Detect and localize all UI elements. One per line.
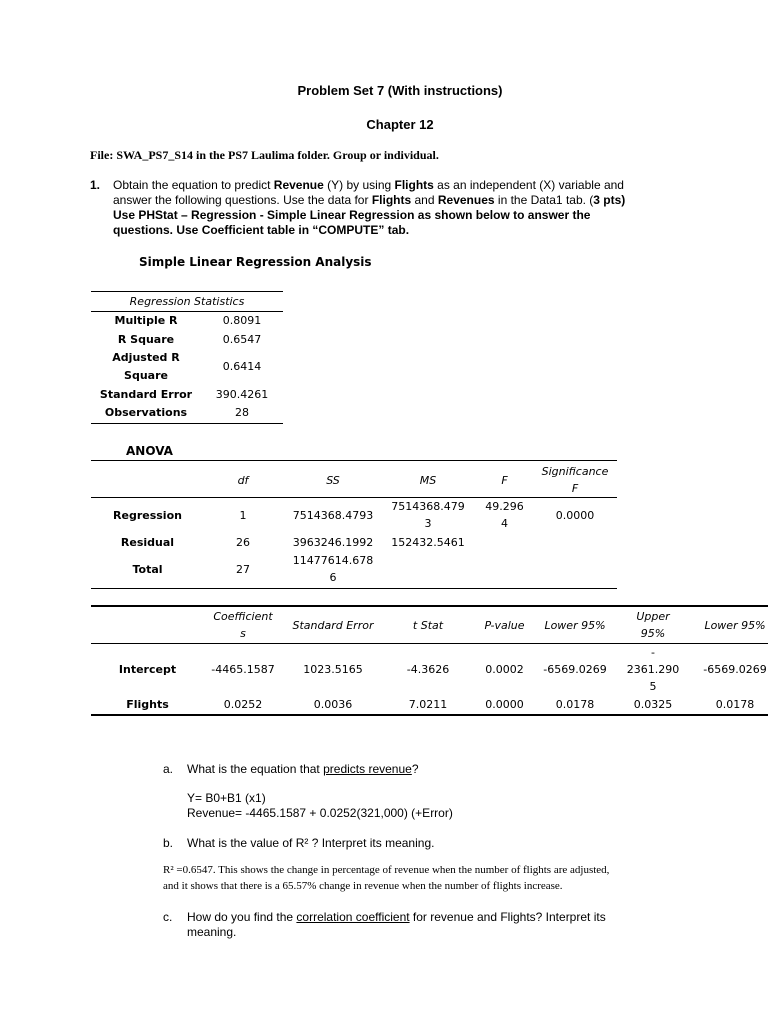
anova-header-f: F — [501, 474, 508, 487]
stats-value: 28 — [235, 406, 249, 419]
part-c-question: How do you find the correlation coefficient for revenue and Flights? Interpret its — [187, 910, 606, 924]
stats-label: Adjusted R — [112, 351, 180, 364]
part-a-letter: a. — [163, 762, 174, 776]
stats-value: 390.4261 — [215, 388, 269, 401]
question-1-line-4: questions. Use Coefficient table in “COMPUTE” tab. — [113, 223, 410, 237]
coef-cell: 0.0000 — [485, 698, 524, 711]
part-a-answer-line-1: Y= B0+B1 (x1) — [187, 791, 266, 805]
coef-header-coefficients: Coefficient — [213, 610, 273, 623]
anova-cell: 7514368.4793 — [292, 509, 374, 522]
coef-cell: 0.0036 — [313, 698, 353, 711]
document-title: Problem Set 7 (With instructions) — [297, 83, 503, 98]
coef-header-standard-error: Standard Error — [292, 619, 374, 632]
anova-cell: 11477614.678 — [292, 554, 374, 567]
coef-header-upper-95: 95% — [640, 627, 666, 640]
part-a-question: What is the equation that predicts revenue? — [187, 762, 419, 776]
stats-label: R Square — [117, 333, 175, 346]
part-c-question-line-2: meaning. — [187, 925, 237, 939]
anova-cell: 6 — [329, 571, 337, 584]
coef-cell: -4465.1587 — [211, 663, 275, 676]
anova-row-label: Residual — [120, 536, 175, 549]
anova-cell: 49.296 — [485, 500, 524, 513]
coef-header-lower-95: Lower 95% — [544, 619, 606, 632]
stats-value: 0.6547 — [222, 333, 262, 346]
chapter-heading: Chapter 12 — [366, 117, 434, 132]
anova-cell: 27 — [236, 563, 250, 576]
coef-row-label: Flights — [126, 698, 169, 711]
stats-value: 0.6414 — [222, 360, 262, 373]
question-1-line-3: Use PHStat – Regression - Simple Linear Regression as shown below to answer the — [113, 208, 591, 222]
anova-cell: 26 — [236, 536, 250, 549]
coef-cell: -6569.0269 — [543, 663, 607, 676]
coef-cell: 1023.5165 — [303, 663, 363, 676]
anova-heading: ANOVA — [126, 444, 173, 458]
stats-label: Square — [124, 369, 168, 382]
anova-cell: 7514368.479 — [391, 500, 465, 513]
coef-cell: 0.0178 — [715, 698, 755, 711]
coef-cell: 7.0211 — [408, 698, 448, 711]
coef-cell: - — [651, 646, 655, 659]
coef-cell: 5 — [649, 680, 657, 693]
part-b-question: What is the value of R² ? Interpret its meaning. — [187, 836, 435, 850]
stats-label: Observations — [104, 406, 188, 419]
anova-header-ms: MS — [419, 474, 437, 487]
coef-header-lower-95: Lower 95% — [704, 619, 766, 632]
coef-row-label: Intercept — [118, 663, 177, 676]
question-1-line-1: Obtain the equation to predict Revenue (Y) by using Flights as an independent (X) variable and — [113, 178, 624, 192]
stats-value: 0.8091 — [222, 314, 262, 327]
regression-heading: Simple Linear Regression Analysis — [139, 255, 372, 269]
anova-row-label: Regression — [113, 509, 182, 522]
coef-header-upper-95: Upper — [636, 610, 670, 623]
anova-cell: 1 — [239, 509, 247, 522]
stats-header: Regression Statistics — [129, 295, 245, 308]
coef-header-p-value: P-value — [484, 619, 525, 632]
anova-header-significance: Significance — [541, 465, 609, 478]
anova-cell: 3 — [424, 517, 432, 530]
anova-header-ss: SS — [326, 474, 340, 487]
anova-cell: 4 — [501, 517, 508, 530]
part-b-letter: b. — [163, 836, 174, 850]
coef-cell: 0.0002 — [485, 663, 524, 676]
coef-cell: 0.0325 — [633, 698, 673, 711]
coef-cell: -4.3626 — [406, 663, 450, 676]
stats-label: Multiple R — [114, 314, 178, 327]
coef-cell: 0.0178 — [555, 698, 595, 711]
anova-header-df: df — [237, 474, 249, 487]
part-b-answer-line-2: and it shows that there is a 65.57% change in revenue when the number of flights increase. — [163, 880, 563, 892]
file-line: File: SWA_PS7_S14 in the PS7 Laulima folder. Group or individual. — [90, 148, 439, 162]
part-b-answer-line-1: R² =0.6547. This shows the change in percentage of revenue when the number of flights are adjusted, — [163, 864, 610, 876]
anova-cell: 3963246.1992 — [292, 536, 374, 549]
coef-cell: 2361.290 — [626, 663, 680, 676]
coef-cell: 0.0252 — [223, 698, 263, 711]
question-number: 1. — [90, 178, 101, 192]
coef-header-t-stat: t Stat — [412, 619, 444, 632]
anova-row-label: Total — [132, 563, 163, 576]
question-1-line-2: answer the following questions. Use the data for Flights and Revenues in the Data1 tab. (3 pts) — [113, 193, 626, 207]
part-c-letter: c. — [163, 910, 173, 924]
coef-cell: -6569.0269 — [703, 663, 767, 676]
anova-cell: 0.0000 — [555, 509, 595, 522]
part-a-answer-line-2: Revenue= -4465.1587 + 0.0252(321,000) (+Error) — [187, 806, 453, 820]
anova-cell: 152432.5461 — [391, 536, 465, 549]
anova-header-significance: F — [571, 482, 579, 495]
coef-header-coefficients: s — [240, 627, 246, 640]
stats-label: Standard Error — [99, 388, 193, 401]
